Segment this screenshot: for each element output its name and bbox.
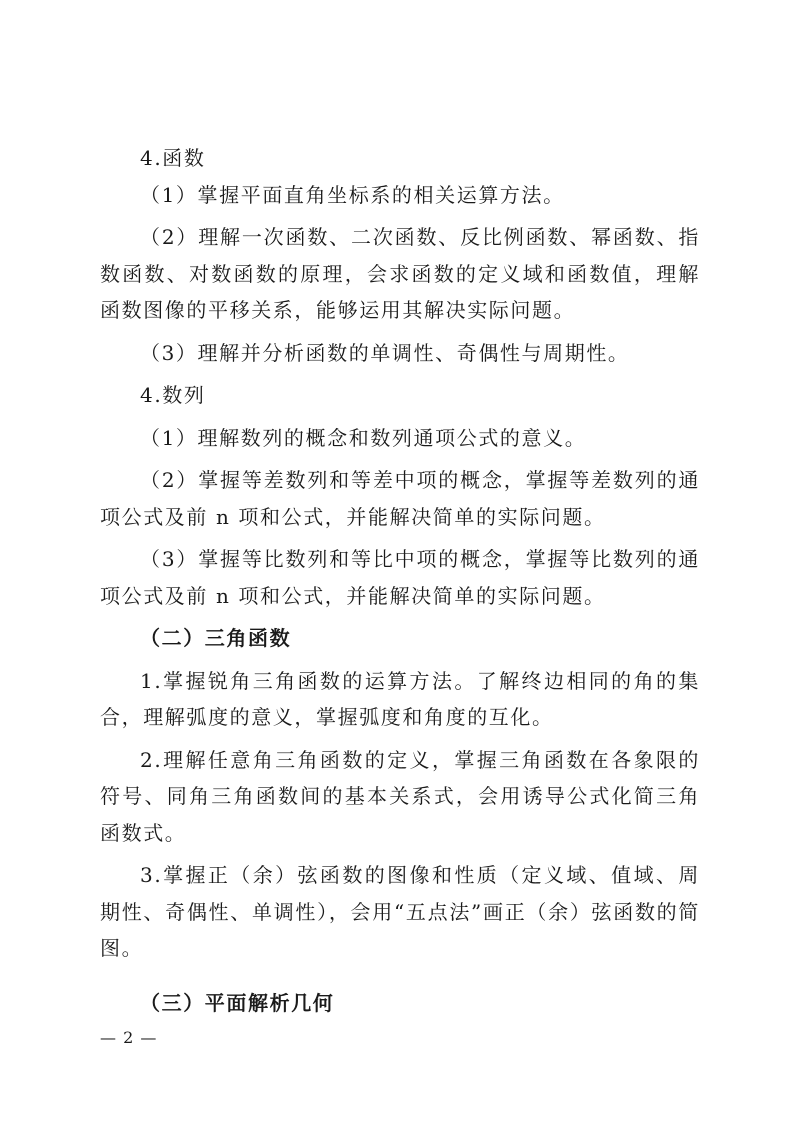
- sequences-item-1: （1）理解数列的概念和数列通项公式的意义。: [140, 425, 587, 450]
- page-number: — 2 —: [100, 1028, 158, 1047]
- functions-item-3: （3）理解并分析函数的单调性、奇偶性与周期性。: [140, 340, 630, 365]
- section-heading-analytic-geometry: （三）平面解析几何: [140, 990, 335, 1015]
- section-heading-sequences: 4.数列: [140, 383, 206, 407]
- trigonometry-item-3: 3.掌握正（余）弦函数的图像和性质（定义域、值域、周期性、奇偶性、单调性），会用“五点法”画正（余）弦函数的简图。: [100, 863, 700, 960]
- section-heading-functions: 4.函数: [140, 146, 206, 170]
- functions-item-1: （1）掌握平面直角坐标系的相关运算方法。: [140, 182, 565, 207]
- section-heading-trigonometry: （二）三角函数: [140, 626, 292, 650]
- document-body: [100, 140, 700, 1021]
- functions-item-2: （2）理解一次函数、二次函数、反比例函数、幂函数、指数函数、对数函数的原理，会求函数的定义域和函数值，理解函数图像的平移关系，能够运用其解决实际问题。: [100, 225, 700, 322]
- sequences-item-2: （2）掌握等差数列和等差中项的概念，掌握等差数列的通项公式及前 n 项和公式，并能解决简单的实际问题。: [100, 468, 700, 529]
- trigonometry-item-2: 2.理解任意角三角函数的定义，掌握三角函数在各象限的符号、同角三角函数间的基本关系式，会用诱导公式化简三角函数式。: [100, 747, 700, 845]
- trigonometry-item-1: 1.掌握锐角三角函数的运算方法。了解终边相同的角的集合，理解弧度的意义，掌握弧度和角度的互化。: [100, 668, 700, 729]
- sequences-item-3: （3）掌握等比数列和等比中项的概念，掌握等比数列的通项公式及前 n 项和公式，并能解决简单的实际问题。: [100, 547, 700, 608]
